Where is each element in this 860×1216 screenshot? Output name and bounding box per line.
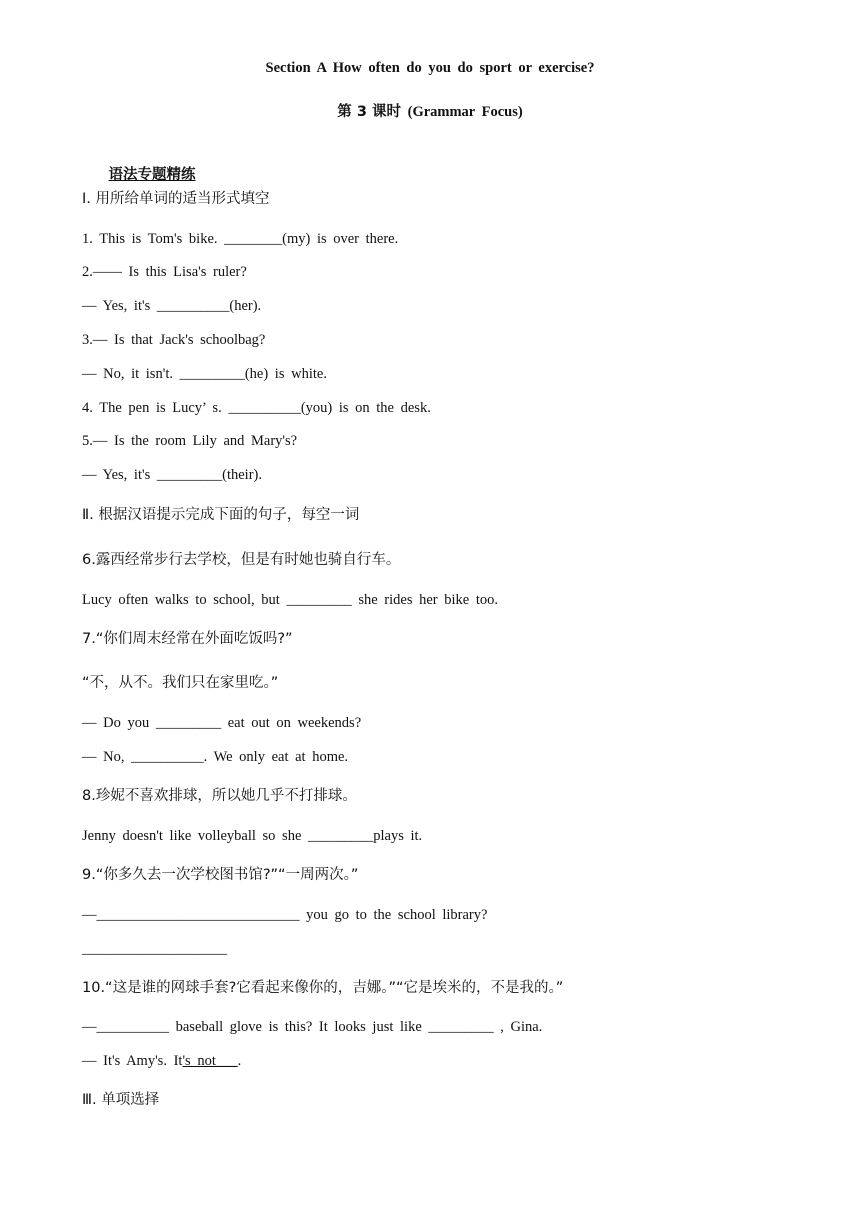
part1-title: Ⅰ. 用所给单词的适当形式填空	[82, 191, 270, 207]
part1-line: — Yes, it's _________(their).	[82, 467, 262, 483]
part3-title: Ⅲ. 单项选择	[82, 1092, 160, 1108]
lesson-focus: (Grammar Focus)	[407, 104, 523, 120]
q10-chinese: 10.“这是谁的网球手套?它看起来像你的，吉娜。”“它是埃米的，不是我的。”	[82, 980, 564, 996]
page-title: Section A How often do you do sport or exercise?	[265, 60, 595, 76]
q9-english-a: —____________________________ you go to the school library?	[82, 907, 488, 923]
q9-chinese: 9.“你多久去一次学校图书馆?”“一周两次。”	[82, 867, 359, 883]
part1-line: 5.— Is the room Lily and Mary's?	[82, 433, 298, 449]
part1-line: 4. The pen is Lucy’ s. __________(you) is on the desk.	[82, 400, 431, 416]
q7-chinese-b: “不，从不。我们只在家里吃。”	[82, 675, 279, 691]
section-heading: 语法专题精练	[108, 167, 196, 183]
q7-english-b: — No, __________. We only eat at home.	[82, 749, 349, 765]
lesson-subtitle	[0, 100, 860, 121]
lesson-number: 第 3 课时	[337, 104, 401, 120]
q6-english: Lucy often walks to school, but _________ she rides her bike too.	[82, 592, 498, 608]
q9-english-b: ____________________	[82, 941, 227, 957]
part1-line: — Yes, it's __________(her).	[82, 298, 262, 314]
q10-english-a: —__________ baseball glove is this? It looks just like _________ , Gina.	[82, 1019, 543, 1035]
part1-line: 1. This is Tom's bike. ________(my) is over there.	[82, 231, 399, 247]
q8-chinese: 8.珍妮不喜欢排球，所以她几乎不打排球。	[82, 788, 357, 804]
part2-title: Ⅱ. 根据汉语提示完成下面的句子，每空一词	[82, 507, 360, 523]
q10-english-b: — It's Amy's. It's not___.	[82, 1053, 242, 1069]
q7-chinese-a: 7.“你们周末经常在外面吃饭吗?”	[82, 631, 293, 647]
part1-line: 3.— Is that Jack's schoolbag?	[82, 332, 266, 348]
part1-line: 2.—— Is this Lisa's ruler?	[82, 264, 247, 280]
part1-line: — No, it isn't. _________(he) is white.	[82, 366, 327, 382]
q10-underlined-answer: 's not___	[182, 1053, 238, 1069]
q8-english: Jenny doesn't like volleyball so she _________plays it.	[82, 828, 423, 844]
q7-english-a: — Do you _________ eat out on weekends?	[82, 715, 362, 731]
q6-chinese: 6.露西经常步行去学校，但是有时她也骑自行车。	[82, 552, 401, 568]
